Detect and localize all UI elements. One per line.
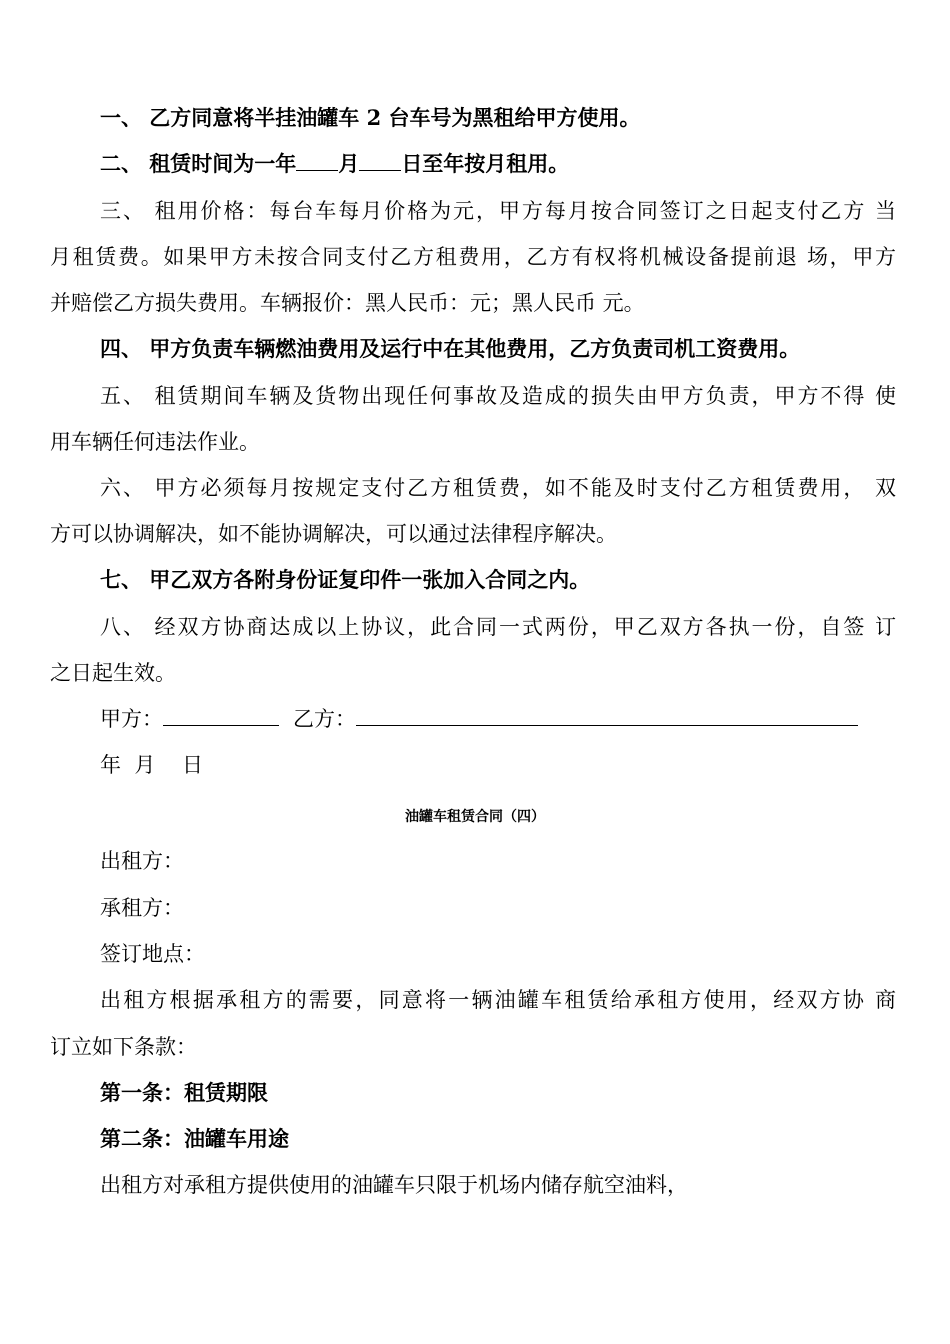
blank-line (359, 150, 401, 171)
article-2-heading: 第二条：油罐车用途 (100, 1126, 289, 1151)
clause-5-line-1: 五、 租赁期间车辆及货物出现任何事故及造成的损失由甲方负责，甲方不得 使 (100, 384, 896, 408)
contract-title: 油罐车租赁合同（四） (405, 809, 545, 825)
party-a-blank (163, 705, 279, 726)
intro-line-1: 出租方根据承租方的需要，同意将一辆油罐车租赁给承租方使用，经双方协 商 (100, 988, 896, 1012)
clause-3-line-1: 三、 租用价格：每台车每月价格为元，甲方每月按合同签订之日起支付乙方 当 (100, 199, 896, 223)
clause-5-line-2: 用车辆任何违法作业。 (50, 430, 260, 454)
clause-3-line-2: 月租赁费。如果甲方未按合同支付乙方租费用，乙方有权将机械设备提前退 场，甲方 (50, 245, 897, 269)
date-line: 年 月 日 (100, 753, 204, 777)
party-a-label: 甲方： (100, 707, 163, 731)
clause-3-line-3: 并赔偿乙方损失费用。车辆报价：黑人民币：元；黑人民币 元。 (50, 291, 645, 315)
clause-6-line-1: 六、 甲方必须每月按规定支付乙方租赁费，如不能及时支付乙方租赁费用， 双 (100, 476, 896, 500)
clause-2-part-b: 月 (338, 151, 360, 176)
lessee-label: 承租方： (100, 896, 184, 920)
party-b-blank (356, 705, 858, 726)
signing-place-label: 签订地点： (100, 942, 205, 966)
signature-line (100, 704, 896, 734)
clause-6-line-2: 方可以协调解决，如不能协调解决，可以通过法律程序解决。 (50, 522, 617, 546)
clause-2 (100, 149, 896, 179)
article-1-heading: 第一条：租赁期限 (100, 1080, 268, 1105)
clause-2-part-c: 日至年按月租用。 (401, 151, 570, 176)
blank-line (296, 150, 338, 171)
clause-8-line-2: 之日起生效。 (50, 661, 176, 685)
article-2-text: 出租方对承租方提供使用的油罐车只限于机场内储存航空油料， (100, 1173, 688, 1197)
clause-8-line-1: 八、 经双方协商达成以上协议，此合同一式两份，甲乙双方各执一份，自签 订 (100, 615, 896, 639)
clause-7: 七、 甲乙双方各附身份证复印件一张加入合同之内。 (100, 567, 591, 592)
clause-2-part-a: 二、 租赁时间为一年 (100, 151, 297, 176)
intro-line-2: 订立如下条款： (50, 1035, 197, 1059)
clause-4: 四、 甲方负责车辆燃油费用及运行中在其他费用，乙方负责司机工资费用。 (100, 336, 801, 361)
party-b-label: 乙方： (293, 707, 356, 731)
lessor-label: 出租方： (100, 849, 184, 873)
clause-1: 一、 乙方同意将半挂油罐车 2 台车号为黑租给甲方使用。 (100, 105, 641, 130)
